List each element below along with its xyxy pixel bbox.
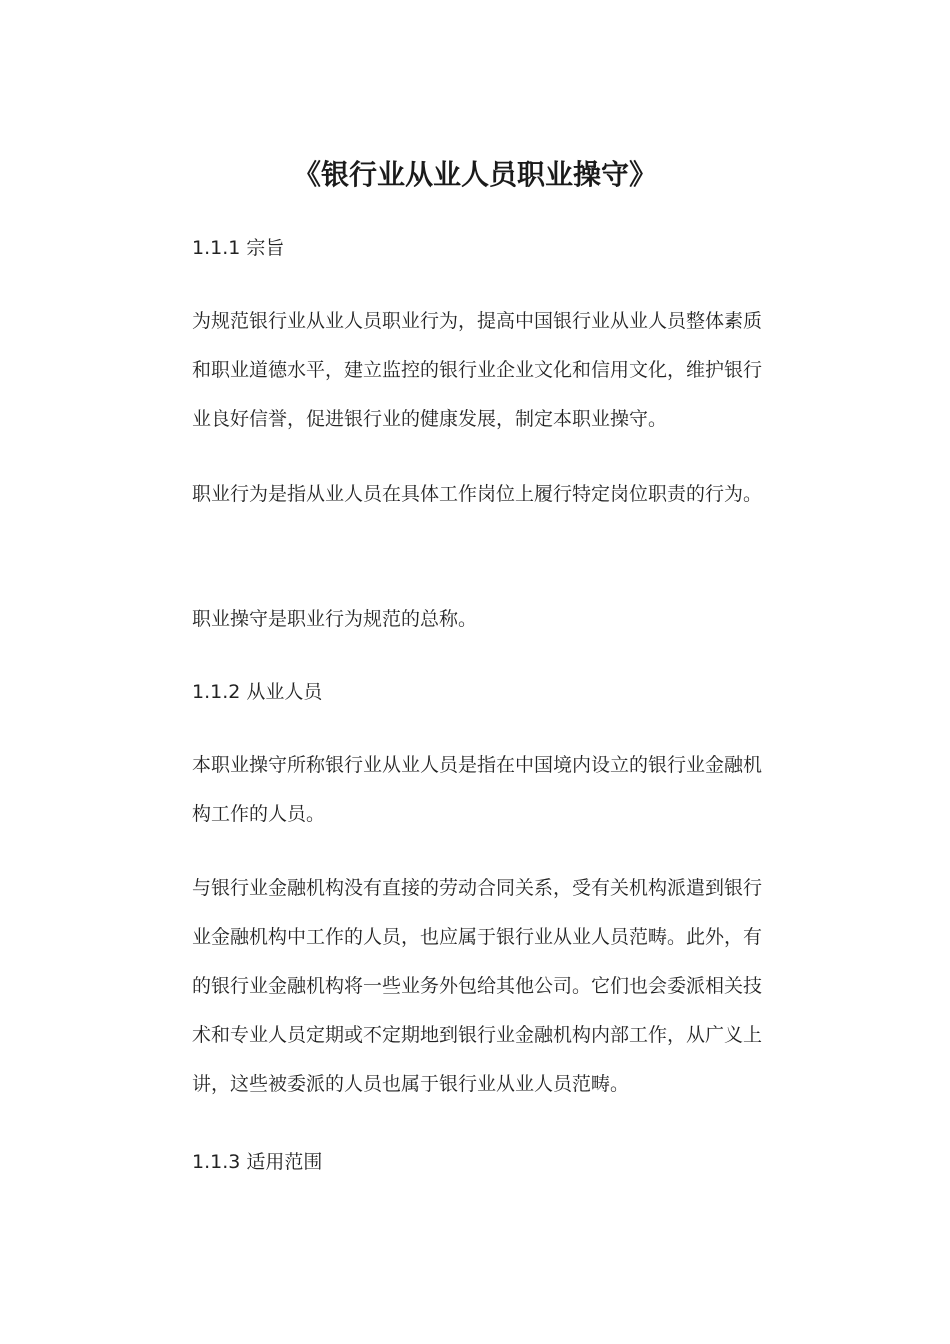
section-heading-scope: 1.1.3 适用范围 <box>192 1151 323 1173</box>
paragraph-staff-definition: 本职业操守所称银行业从业人员是指在中国境内设立的银行业金融机构工作的人员。 <box>192 754 763 825</box>
paragraph-professional-conduct: 职业行为是指从业人员在具体工作岗位上履行特定岗位职责的行为。 <box>192 483 763 505</box>
section-heading-staff: 1.1.2 从业人员 <box>192 681 323 703</box>
document-title: 《银行业从业人员职业操守》 <box>292 158 657 191</box>
paragraph-dispatched-staff: 与银行业金融机构没有直接的劳动合同关系，受有关机构派遣到银行业金融机构中工作的人员，也应属于银行业从业人员范畴。此外，有的银行业金融机构将一些业务外包给其他公司。它们也会委派相关技术和专业人员定期或不定期地到银行业金融机构内部工作，从广义上讲，这些被委派的人员也属于银行业从业人员范畴。 <box>192 877 763 1095</box>
paragraph-professional-ethics: 职业操守是职业行为规范的总称。 <box>192 608 478 630</box>
section-heading-purpose: 1.1.1 宗旨 <box>192 237 285 259</box>
paragraph-purpose: 为规范银行业从业人员职业行为，提高中国银行业从业人员整体素质和职业道德水平，建立监控的银行业企业文化和信用文化，维护银行业良好信誉，促进银行业的健康发展，制定本职业操守。 <box>192 310 763 430</box>
